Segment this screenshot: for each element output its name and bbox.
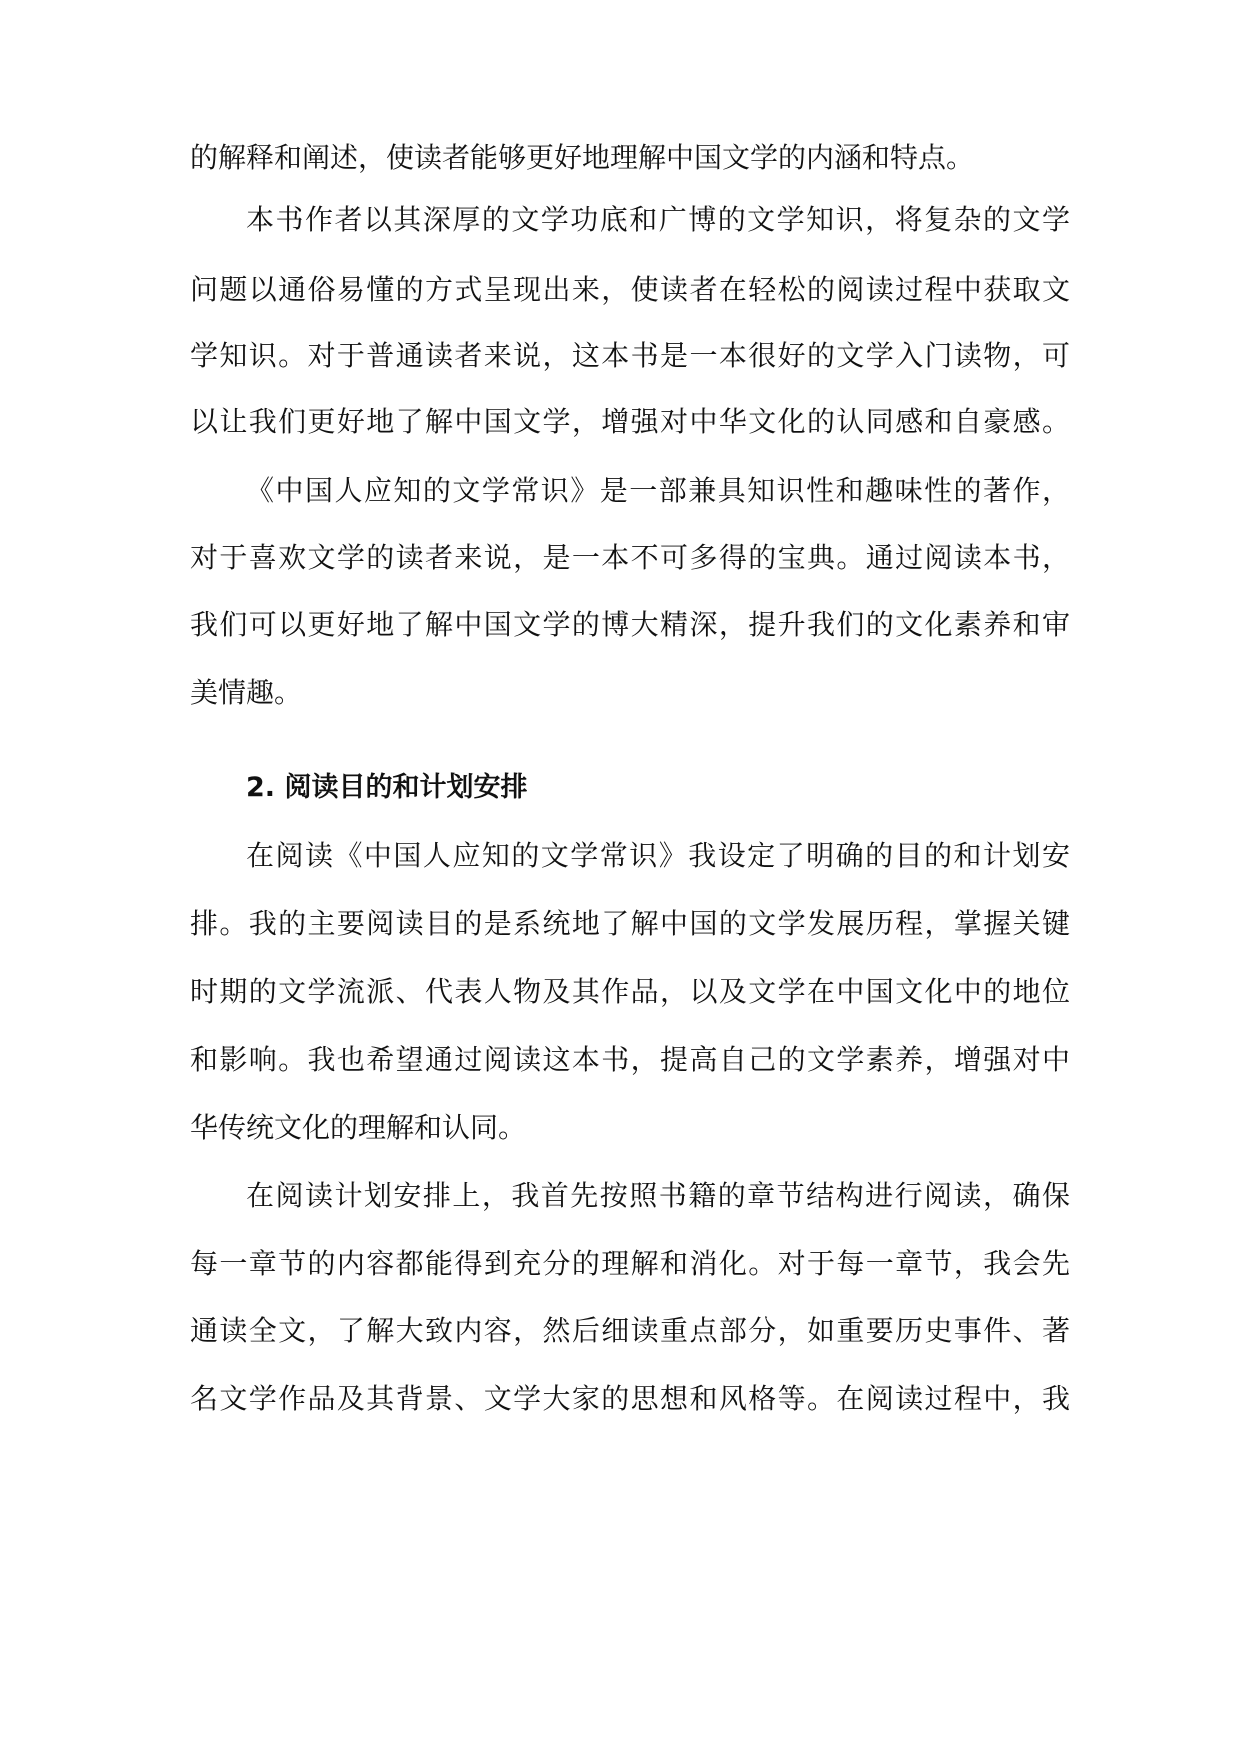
text-line: 美情趣。 <box>190 676 303 709</box>
text-line: 华传统文化的理解和认同。 <box>190 1111 527 1144</box>
text-line: 每一章节的内容都能得到充分的理解和消化。对于每一章节，我会先 <box>190 1247 1070 1280</box>
text-line: 时期的文学流派、代表人物及其作品，以及文学在中国文化中的地位 <box>190 975 1070 1008</box>
text-line: 以让我们更好地了解中国文学，增强对中华文化的认同感和自豪感。 <box>190 405 1070 438</box>
text-line: 名文学作品及其背景、文学大家的思想和风格等。在阅读过程中，我 <box>190 1382 1070 1415</box>
text-line: 学知识。对于普通读者来说，这本书是一本很好的文学入门读物，可 <box>190 339 1070 372</box>
text-line: 和影响。我也希望通过阅读这本书，提高自己的文学素养，增强对中 <box>190 1043 1070 1076</box>
text-line: 在阅读计划安排上，我首先按照书籍的章节结构进行阅读，确保 <box>246 1179 1070 1212</box>
text-line: 《中国人应知的文学常识》是一部兼具知识性和趣味性的著作， <box>246 474 1070 507</box>
text-line: 的解释和阐述，使读者能够更好地理解中国文学的内涵和特点。 <box>190 141 975 174</box>
text-line: 排。我的主要阅读目的是系统地了解中国的文学发展历程，掌握关键 <box>190 907 1070 940</box>
text-line: 我们可以更好地了解中国文学的博大精深，提升我们的文化素养和审 <box>190 608 1070 641</box>
text-line: 问题以通俗易懂的方式呈现出来，使读者在轻松的阅读过程中获取文 <box>190 273 1070 306</box>
text-line: 在阅读《中国人应知的文学常识》我设定了明确的目的和计划安 <box>246 839 1070 872</box>
text-line: 通读全文，了解大致内容，然后细读重点部分，如重要历史事件、著 <box>190 1314 1070 1347</box>
section-heading: 2. 阅读目的和计划安排 <box>246 772 528 803</box>
text-line: 对于喜欢文学的读者来说，是一本不可多得的宝典。通过阅读本书， <box>190 541 1070 574</box>
text-line: 本书作者以其深厚的文学功底和广博的文学知识，将复杂的文学 <box>246 203 1070 236</box>
